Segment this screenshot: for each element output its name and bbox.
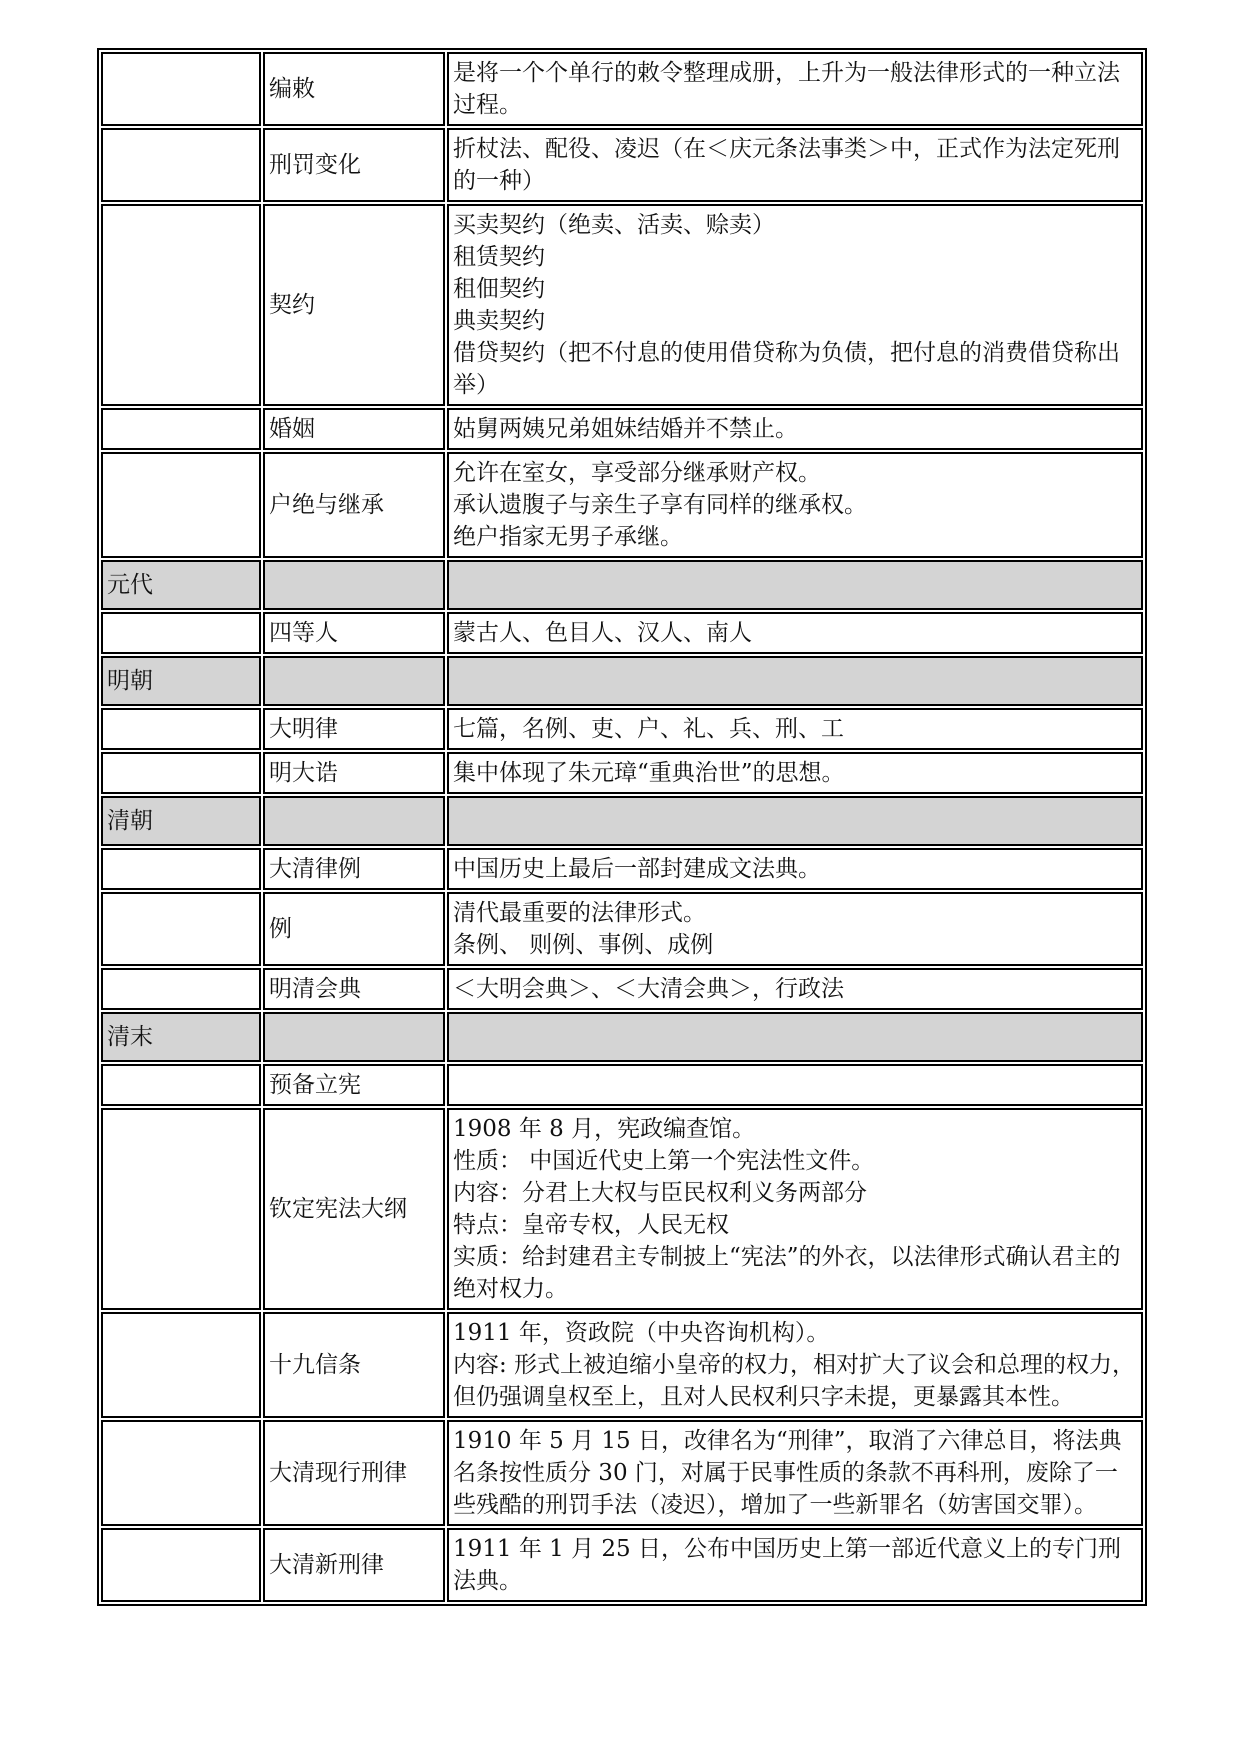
dynasty-cell xyxy=(101,1108,261,1310)
topic-cell: 预备立宪 xyxy=(263,1064,445,1106)
description-line: 中国历史上最后一部封建成文法典。 xyxy=(453,856,821,882)
table-row xyxy=(101,1312,1143,1418)
empty-line xyxy=(453,665,1137,697)
dynasty-cell: 清末 xyxy=(101,1012,261,1062)
table-row xyxy=(101,848,1143,890)
description-line: 1910 年 5 月 15 日，改律名为“刑律”，取消了六律总目，将法典名条按性质分 30 门，对属于民事性质的条款不再科刑，废除了一些残酷的刑罚手法（凌迟），增加了一些新罪名（妨害国交罪）。 xyxy=(453,1428,1122,1518)
table-row xyxy=(101,1064,1143,1106)
description-cell xyxy=(447,128,1143,202)
topic-cell: 大清新刑律 xyxy=(263,1528,445,1602)
description-line: 典卖契约 xyxy=(453,308,545,334)
description-cell xyxy=(447,408,1143,450)
topic-cell: 钦定宪法大纲 xyxy=(263,1108,445,1310)
description-line: 1908 年 8 月，宪政编查馆。 xyxy=(453,1116,756,1142)
dynasty-cell xyxy=(101,892,261,966)
description-line: 七篇，名例、吏、户、礼、兵、刑、工 xyxy=(453,716,844,742)
legal-history-table xyxy=(97,48,1147,1606)
description-cell xyxy=(447,204,1143,406)
description-cell xyxy=(447,560,1143,610)
dynasty-cell xyxy=(101,452,261,558)
description-cell xyxy=(447,1064,1143,1106)
description-cell xyxy=(447,656,1143,706)
topic-cell: 明清会典 xyxy=(263,968,445,1010)
section-row xyxy=(101,560,1143,610)
description-cell xyxy=(447,612,1143,654)
dynasty-cell xyxy=(101,204,261,406)
description-line: 蒙古人、色目人、汉人、南人 xyxy=(453,620,752,646)
description-line: 内容: 形式上被迫缩小皇帝的权力，相对扩大了议会和总理的权力，但仍强调皇权至上，且对人民权利只字未提，更暴露其本性。 xyxy=(453,1352,1136,1410)
dynasty-cell: 清朝 xyxy=(101,796,261,846)
description-line: 实质：给封建君主专制披上“宪法”的外衣，以法律形式确认君主的绝对权力。 xyxy=(453,1244,1121,1302)
empty-line xyxy=(453,805,1137,837)
table-row xyxy=(101,708,1143,750)
description-line: 条例、 则例、事例、成例 xyxy=(453,932,714,958)
description-line: 租佃契约 xyxy=(453,276,545,302)
table-row xyxy=(101,1420,1143,1526)
description-cell xyxy=(447,968,1143,1010)
table-row xyxy=(101,52,1143,126)
description-cell xyxy=(447,52,1143,126)
document-page xyxy=(97,48,1147,1606)
topic-cell: 例 xyxy=(263,892,445,966)
dynasty-cell xyxy=(101,408,261,450)
empty-line xyxy=(453,1021,1137,1053)
dynasty-cell xyxy=(101,612,261,654)
topic-cell: 四等人 xyxy=(263,612,445,654)
description-line: 清代最重要的法律形式。 xyxy=(453,900,706,926)
section-row xyxy=(101,656,1143,706)
description-line: 内容：分君上大权与臣民权利义务两部分 xyxy=(453,1180,867,1206)
description-line: 是将一个个单行的敕令整理成册，上升为一般法律形式的一种立法过程。 xyxy=(453,60,1120,118)
description-line: 借贷契约（把不付息的使用借贷称为负债，把付息的消费借贷称出举） xyxy=(453,340,1120,398)
description-cell xyxy=(447,1312,1143,1418)
description-line: 允许在室女，享受部分继承财产权。 xyxy=(453,460,821,486)
description-cell xyxy=(447,1528,1143,1602)
dynasty-cell xyxy=(101,1064,261,1106)
section-row xyxy=(101,796,1143,846)
table-row xyxy=(101,204,1143,406)
empty-line xyxy=(453,569,1137,601)
description-line: 集中体现了朱元璋“重典治世”的思想。 xyxy=(453,760,845,786)
description-cell xyxy=(447,1012,1143,1062)
topic-cell xyxy=(263,1012,445,1062)
table-row xyxy=(101,408,1143,450)
topic-cell: 刑罚变化 xyxy=(263,128,445,202)
topic-cell: 大清律例 xyxy=(263,848,445,890)
dynasty-cell xyxy=(101,1312,261,1418)
topic-cell: 编敕 xyxy=(263,52,445,126)
description-cell xyxy=(447,452,1143,558)
description-line: 买卖契约（绝卖、活卖、赊卖） xyxy=(453,212,775,238)
description-line: 承认遗腹子与亲生子享有同样的继承权。 xyxy=(453,492,867,518)
description-line: 1911 年 1 月 25 日，公布中国历史上第一部近代意义上的专门刑法典。 xyxy=(453,1536,1121,1594)
description-line: 租赁契约 xyxy=(453,244,545,270)
topic-cell: 婚姻 xyxy=(263,408,445,450)
topic-cell: 大明律 xyxy=(263,708,445,750)
description-cell xyxy=(447,1420,1143,1526)
description-line: 姑舅两姨兄弟姐妹结婚并不禁止。 xyxy=(453,416,798,442)
description-cell xyxy=(447,752,1143,794)
dynasty-cell xyxy=(101,968,261,1010)
topic-cell: 明大诰 xyxy=(263,752,445,794)
description-cell xyxy=(447,892,1143,966)
description-cell xyxy=(447,708,1143,750)
dynasty-cell: 元代 xyxy=(101,560,261,610)
dynasty-cell xyxy=(101,848,261,890)
description-line: 绝户指家无男子承继。 xyxy=(453,524,683,550)
dynasty-cell xyxy=(101,52,261,126)
table-row xyxy=(101,128,1143,202)
dynasty-cell xyxy=(101,708,261,750)
dynasty-cell: 明朝 xyxy=(101,656,261,706)
description-line: ＜大明会典＞、＜大清会典＞，行政法 xyxy=(453,976,844,1002)
description-line: 特点：皇帝专权，人民无权 xyxy=(453,1212,729,1238)
topic-cell xyxy=(263,796,445,846)
topic-cell: 契约 xyxy=(263,204,445,406)
table-row xyxy=(101,612,1143,654)
description-line: 折杖法、配役、凌迟（在＜庆元条法事类＞中，正式作为法定死刑的一种） xyxy=(453,136,1120,194)
description-cell xyxy=(447,1108,1143,1310)
dynasty-cell xyxy=(101,1528,261,1602)
dynasty-cell xyxy=(101,752,261,794)
empty-line xyxy=(453,1069,1137,1101)
topic-cell xyxy=(263,560,445,610)
topic-cell: 十九信条 xyxy=(263,1312,445,1418)
section-row xyxy=(101,1012,1143,1062)
topic-cell: 大清现行刑律 xyxy=(263,1420,445,1526)
topic-cell: 户绝与继承 xyxy=(263,452,445,558)
table-row xyxy=(101,752,1143,794)
topic-cell xyxy=(263,656,445,706)
description-cell xyxy=(447,848,1143,890)
table-row xyxy=(101,968,1143,1010)
table-row xyxy=(101,1108,1143,1310)
dynasty-cell xyxy=(101,128,261,202)
description-line: 性质： 中国近代史上第一个宪法性文件。 xyxy=(453,1148,875,1174)
dynasty-cell xyxy=(101,1420,261,1526)
description-line: 1911 年，资政院（中央咨询机构）。 xyxy=(453,1320,830,1346)
table-row xyxy=(101,452,1143,558)
table-row xyxy=(101,1528,1143,1602)
description-cell xyxy=(447,796,1143,846)
table-body xyxy=(101,52,1143,1602)
table-row xyxy=(101,892,1143,966)
